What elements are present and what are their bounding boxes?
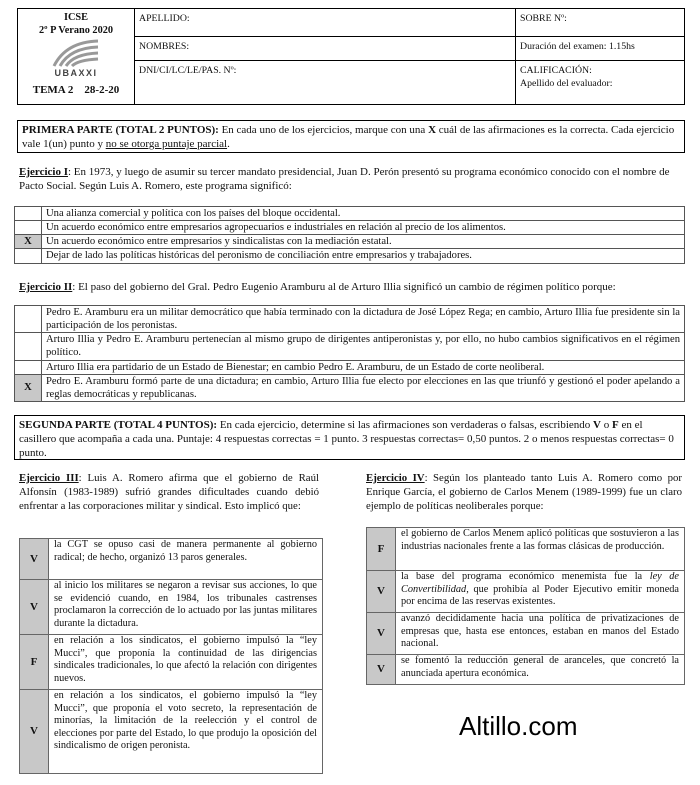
ej2-prompt: [19, 280, 687, 294]
item-text: en relación a los sindicatos, el gobierno impulsó la “ley Mucci”, que proponía la continuidad de las dirigencias sindicales tradicionales, lo que afectó la relación con dirigentes nuevos.: [54, 635, 317, 684]
option-text: Pedro E. Aramburu formó parte de una dictadura; en cambio, Arturo Illia fue electo por elecciones en las que triunfó y gestionó el poder apelando a reglas democráticas y republicanas.: [42, 374, 685, 401]
item-text-post: , que prohibía al Poder Ejecutivo emitir moneda por encima de las reservas existentes.: [401, 583, 679, 608]
ej2-option: [15, 306, 685, 333]
institution: ICSE: [63, 12, 89, 23]
ej4-prompt: [366, 472, 682, 513]
ej2-text: : El paso del gobierno del Gral. Pedro Eugenio Aramburu al de Arturo Illia significó un cambio de régimen político porque:: [72, 281, 616, 293]
item-text: [401, 655, 679, 684]
vf-box[interactable]: V: [20, 690, 49, 774]
part1-title: PRIMERA PARTE (TOTAL 2 PUNTOS):: [22, 124, 219, 136]
watermark: Altillo.com: [459, 711, 578, 741]
item-text: la CGT se opuso casi de manera permanente al gobierno radical; de hecho, organizó 13 paros generales.: [54, 539, 317, 563]
item-text: [401, 528, 679, 570]
part2-text: En cada ejercicio, determine si las afirmaciones son verdaderas o falsas, escribiendo: [217, 419, 594, 431]
apellido-label: APELLIDO:: [139, 13, 190, 24]
ej4-items: [366, 527, 685, 685]
ej4-item: [367, 528, 685, 571]
part1-underlined: no se otorga puntaje parcial: [105, 138, 228, 151]
item-text: [401, 571, 679, 612]
ej3-items: [19, 538, 323, 774]
part1-text2: cuál de las afirmaciones es la correcta. Cada ejercicio vale 1(un) punto y: [22, 124, 675, 151]
duracion-field: [516, 37, 685, 61]
part1-instructions: [17, 120, 685, 153]
duracion-label: Duración del examen: 1.15hs: [520, 41, 635, 52]
ej3-item: [20, 580, 323, 635]
ej3-item: [20, 690, 323, 774]
option-text: Una alianza comercial y política con los países del bloque occidental.: [42, 207, 685, 221]
ej1-prompt: [19, 165, 679, 193]
institution-block: [18, 9, 135, 105]
option-text: Un acuerdo económico entre empresarios y sindicalistas con la mediación estatal.: [42, 235, 685, 249]
ej3-label: Ejercicio III: [19, 472, 79, 484]
vf-box[interactable]: V: [367, 655, 396, 685]
item-text: [401, 613, 679, 654]
ej4-label: Ejercicio IV: [366, 472, 425, 484]
exam-tema: TEMA 2: [32, 83, 74, 96]
ej3-prompt: [19, 472, 319, 513]
apellido-field[interactable]: [135, 9, 516, 37]
part2-v: V: [593, 419, 601, 431]
part2-title: SEGUNDA PARTE (TOTAL 4 PUNTOS):: [19, 419, 218, 431]
ej4-item: [367, 655, 685, 685]
ej4-text: : Según los planteado tanto Luis A. Romero como por Enrique García, el gobierno de Carlos Menem (1989-1999) fue un claro ejemplo de políticas neoliberales porque:: [366, 472, 682, 512]
dni-field[interactable]: [135, 61, 516, 105]
vf-box[interactable]: V: [20, 539, 49, 580]
vf-box[interactable]: F: [367, 528, 396, 571]
uba-logo-icon: [46, 38, 106, 68]
item-text: en relación a los sindicatos, el gobierno impulsó la “ley Mucci”, que proponía el voto secreto, la representación de minorías, la limitación de la reelección y el control de elecciones por parte del Estado, lo que produjo la oposición del sindicalismo de origen peronista.: [54, 690, 317, 752]
part2-o: o: [601, 419, 612, 431]
sobre-field[interactable]: [516, 9, 685, 37]
ej4-item: [367, 571, 685, 613]
ej1-option: [15, 207, 685, 221]
dni-label: DNI/CI/LC/LE/PAS. Nº:: [139, 65, 237, 76]
ej2-option: [15, 360, 685, 374]
ej1-text: : En 1973, y luego de asumir su tercer mandato presidencial, Juan D. Perón presentó su programa económico conocido con el nombre de Pacto Social. Según Luis A. Romero, este programa significó:: [19, 166, 670, 193]
nombres-label: NOMBRES:: [139, 41, 190, 52]
item-text-pre: la base del programa económico menemista fue la: [401, 571, 650, 582]
ej3-text: : Luis A. Romero afirma que el gobierno de Raúl Alfonsín (1983-1989) sufrió grandes dificultades cuando debió enfrentar a las corporaciones militar y sindical. Esto implicó que:: [19, 472, 319, 512]
ej1-option: [15, 235, 685, 249]
ej2-label: Ejercicio II: [19, 281, 73, 293]
option-text: Dejar de lado las políticas históricas del peronismo de conciliación entre empresarios y trabajadores.: [42, 249, 685, 263]
vf-box[interactable]: F: [20, 635, 49, 690]
part2-instructions: [14, 415, 685, 460]
option-text: Arturo Illia y Pedro E. Aramburu pertenecían al mismo grupo de dirigentes antiperonistas y, por ello, no hubo cambios significativos en el régimen político.: [42, 333, 685, 360]
answer-box[interactable]: [15, 333, 42, 360]
vf-box[interactable]: V: [367, 571, 396, 613]
item-text-italic: ley de Convertibilidad: [401, 571, 679, 595]
part2-f: F: [612, 419, 619, 431]
exam-header: [17, 8, 685, 105]
ej2-option: [15, 374, 685, 401]
ej3-item: [20, 539, 323, 580]
option-text: Arturo Illia era partidario de un Estado de Bienestar; en cambio Pedro E. Aramburu, de un Estado de corte neoliberal.: [42, 360, 685, 374]
item-text-pre: avanzó decididamente hacia una política de privatizaciones de empresas que, hasta ese entonces, estaban en manos del Estado nacional.: [401, 613, 679, 650]
item-text-pre: el gobierno de Carlos Menem aplicó políticas que sostuvieron a las industrias nacionales frente a las formas clásicas de producción.: [401, 528, 679, 552]
answer-box[interactable]: X: [15, 235, 42, 249]
sobre-label: SOBRE Nº:: [520, 13, 567, 24]
period: 2º P Verano 2020: [38, 25, 114, 37]
answer-box[interactable]: [15, 207, 42, 221]
part1-end: .: [227, 138, 230, 151]
ej3-item: [20, 635, 323, 690]
ej1-label: Ejercicio I: [19, 166, 68, 178]
evaluador-label: Apellido del evaluador:: [520, 77, 613, 89]
item-text: al inicio los militares se negaron a revisar sus acciones, lo que se evidenció cuando, en 1984, los tribunales castrenses proclamaron la corrección de lo actuado por las juntas militares durante la dictadura.: [54, 580, 317, 629]
part1-x: X: [428, 124, 437, 136]
answer-box[interactable]: [15, 221, 42, 235]
vf-box[interactable]: V: [20, 580, 49, 635]
item-text-pre: se fomentó la reducción general de aranceles, que concretó la anunciada apertura económica.: [401, 655, 679, 679]
part2-text2: en el casillero que acompaña a cada una. Puntaje: 4 respuestas correctas = 1 punto. 3 respuestas correctas= 0,50 puntos. 2 o menos respuestas correctas= 0 punto.: [19, 419, 674, 460]
calificacion-label: CALIFICACIÓN:: [520, 65, 592, 76]
ej2-option: [15, 333, 685, 360]
option-text: Un acuerdo económico entre empresarios agropecuarios e industriales en relación al precio de los alimentos.: [42, 221, 685, 235]
vf-box[interactable]: V: [367, 613, 396, 655]
part1-text: En cada uno de los ejercicios, marque con una: [218, 124, 429, 136]
ej1-option: [15, 249, 685, 263]
ej4-item: [367, 613, 685, 655]
calificacion-field[interactable]: [516, 61, 685, 105]
answer-box[interactable]: [15, 249, 42, 263]
answer-box[interactable]: [15, 360, 42, 374]
ej1-options: [14, 206, 685, 264]
nombres-field[interactable]: [135, 37, 516, 61]
ej2-options: [14, 305, 685, 402]
ej1-option: [15, 221, 685, 235]
answer-box[interactable]: X: [15, 374, 42, 401]
exam-date: 28-2-20: [84, 83, 120, 96]
answer-box[interactable]: [15, 306, 42, 333]
logo-text: UBAXXI: [54, 68, 98, 79]
option-text: Pedro E. Aramburu era un militar democrático que había terminado con la dictadura de José López Rega; en cambio, Arturo Illia fue presidente sin la participación de los peronistas.: [42, 306, 685, 333]
